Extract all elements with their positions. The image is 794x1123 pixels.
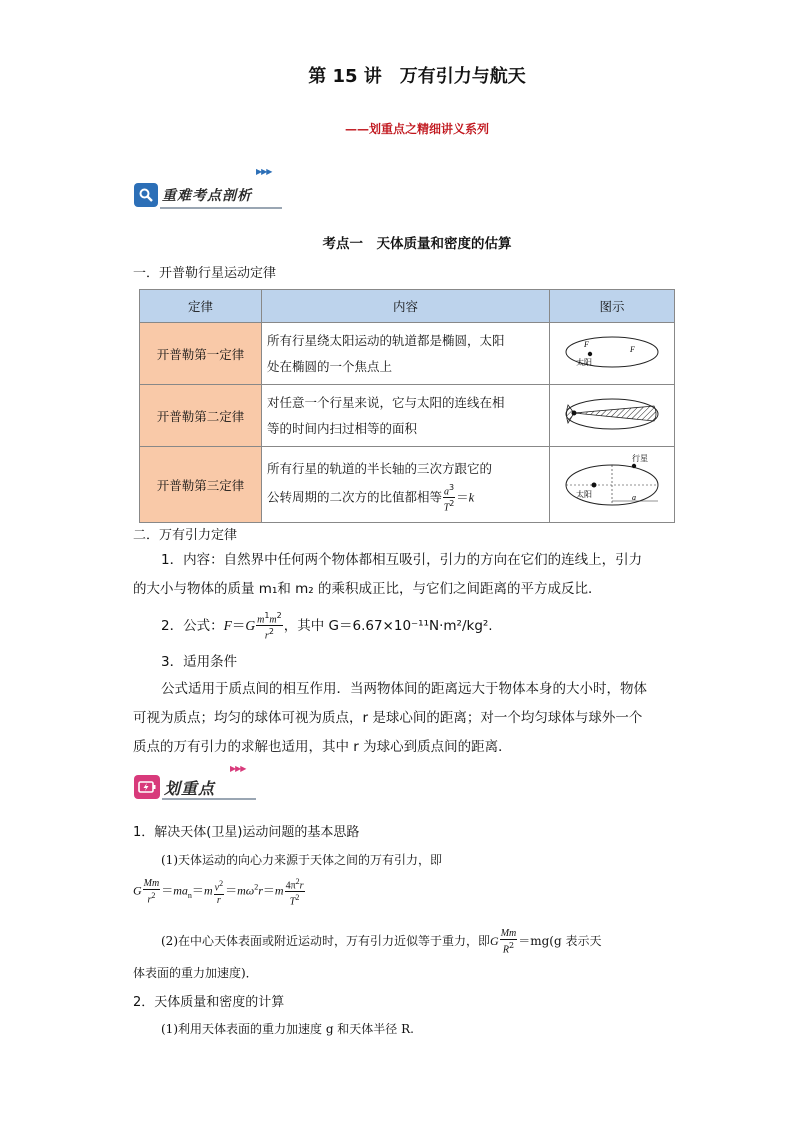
focus-label: F [584, 340, 589, 349]
kepler-laws-table [139, 289, 675, 523]
keypoint-sub: (2)在中心天体表面或附近运动时，万有引力近似等于重力，即G $\frac{Mm}{R^2}$ ＝mg(g 表示天 [161, 927, 602, 956]
badge-underline [160, 207, 282, 209]
part1-heading: 一．开普勒行星运动定律 [133, 266, 277, 281]
section-badge-key-points [134, 183, 252, 207]
sun-label: 太阳 [576, 358, 592, 367]
triple-arrow-icon: ▶▶▶ [256, 167, 272, 176]
table-row [140, 323, 675, 385]
paragraph-line: 自然界中任何两个物体都相互吸引，引力的方向在它们的连线上，引力 [223, 552, 643, 568]
keypoint-sub-continued: 体表面的重力加速度)． [133, 966, 258, 980]
applicability-paragraph [133, 675, 663, 762]
law-name: 开普勒第三定律 [140, 447, 262, 523]
item-label: 1．内容： [161, 552, 224, 568]
content-line: 所有行星绕太阳运动的轨道都是椭圆，太阳 [267, 332, 505, 348]
content-line: 对任意一个行星来说，它与太阳的连线在相 [267, 394, 505, 410]
item-label: 2．公式： [161, 617, 224, 634]
keypoint-sub: (1)利用天体表面的重力加速度 g 和天体半径 R. [161, 1022, 414, 1036]
table-header: 内容 [262, 290, 550, 323]
keypoint-sub: (1)天体运动的向心力来源于天体之间的万有引力，即 [161, 853, 443, 867]
law-content [262, 385, 550, 447]
ellipse-focus-diagram [550, 323, 675, 385]
item3-label: 3．适用条件 [161, 654, 238, 670]
semi-major-axis-diagram [550, 447, 675, 523]
circular-motion-equation: G $\frac{Mm}{r^2}$ $=ma_n=m$ $\frac{v^2}{r}$ $=m\omega^2r=m$ $\frac{4\pi^2r}{T^2}$ [133, 877, 304, 908]
paragraph-line: 的大小与物体的质量 m₁和 m₂ 的乘积成正比，与它们之间距离的平方成反比． [133, 581, 602, 597]
law-name: 开普勒第一定律 [140, 323, 262, 385]
table-row [140, 385, 675, 447]
law-of-gravitation-content [133, 546, 663, 604]
triple-arrow-icon: ▶▶▶ [230, 764, 246, 773]
law-content [262, 323, 550, 385]
badge-label: 重难考点剖析 [162, 188, 252, 204]
table-header: 定律 [140, 290, 262, 323]
axis-label: a [632, 493, 636, 502]
sun-label: 太阳 [576, 490, 592, 499]
section-badge-highlight [134, 775, 215, 799]
table-row [140, 447, 675, 523]
keypoint-heading: 2．天体质量和密度的计算 [133, 995, 285, 1010]
content-line: 处在椭圆的一个焦点上 [267, 358, 393, 374]
equal-area-diagram [550, 385, 675, 447]
law-name: 开普勒第二定律 [140, 385, 262, 447]
content-line: 等的时间内扫过相等的面积 [267, 420, 418, 436]
keypoint-heading: 1．解决天体(卫星)运动问题的基本思路 [133, 825, 360, 840]
section-title: 考点一 天体质量和密度的估算 [322, 236, 512, 252]
badge-label: 划重点 [164, 778, 216, 798]
paragraph-line: 可视为质点；均匀的球体可视为质点，r 是球心间的距离；对一个均匀球体与球外一个 [133, 710, 643, 726]
law-content [262, 447, 550, 523]
page-subtitle: ——划重点之精细讲义系列 [344, 122, 489, 136]
paragraph-line: 公式适用于质点间的相互作用．当两物体间的距离远大于物体本身的大小时，物体 [161, 681, 647, 697]
content-line: 所有行星的轨道的半长轴的三次方跟它的 [267, 460, 493, 476]
paragraph-line: 质点的万有引力的求解也适用，其中 r 为球心到质点间的距离． [133, 739, 512, 755]
table-header-row [140, 290, 675, 323]
page-title: 第 15 讲 万有引力与航天 [308, 66, 526, 87]
planet-label: 行星 [632, 454, 648, 463]
part2-heading: 二．万有引力定律 [133, 528, 238, 543]
badge-underline [162, 798, 256, 800]
formula-line: 2．公式：F＝G $\frac{m^1m^2}{r^2}$ ，其中 G＝6.67×10⁻¹¹N·m²/kg². [161, 611, 493, 642]
focus-label: F [630, 345, 635, 354]
battery-bolt-icon [134, 775, 160, 799]
content-line: 公转周期的二次方的比值都相等 $\frac{a^3}{T^2}$ ＝k [267, 482, 475, 514]
table-header: 图示 [550, 290, 675, 323]
magnifier-icon [134, 183, 158, 207]
formula-tail: ，其中 G＝6.67×10⁻¹¹N·m²/kg². [283, 617, 493, 634]
